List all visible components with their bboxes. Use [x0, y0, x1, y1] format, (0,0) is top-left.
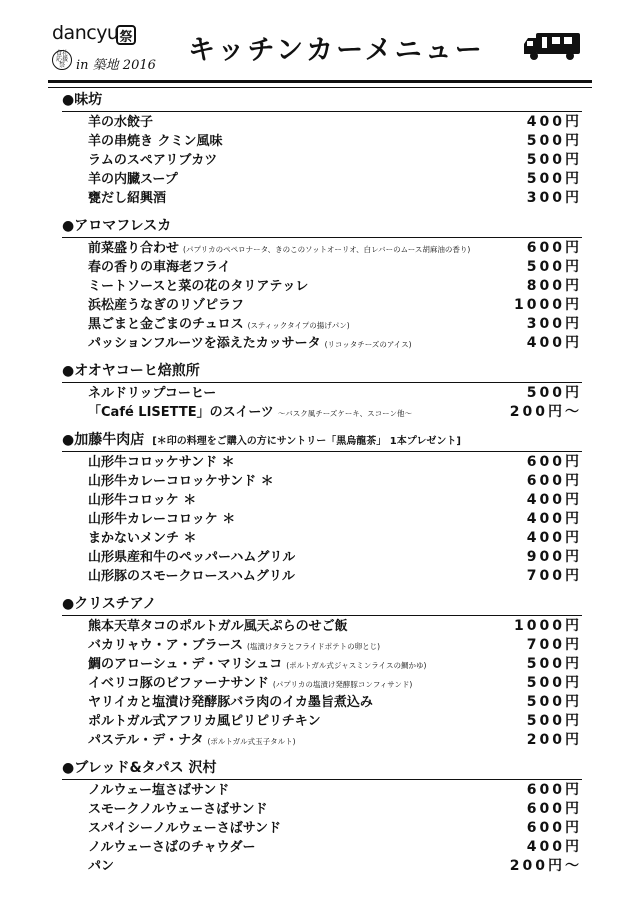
- menu-item: [62, 781, 582, 800]
- item-name-wrap: [88, 674, 412, 694]
- item-name: ノルウェーさばのチャウダー: [88, 840, 256, 855]
- menu-section: [62, 430, 582, 586]
- logo: [52, 22, 164, 72]
- section-title: ●味坊: [62, 92, 103, 108]
- item-name-wrap: [88, 170, 178, 189]
- item-name: 山形県産和牛のペッパーハムグリル: [88, 550, 296, 565]
- item-name-wrap: [88, 655, 426, 675]
- menu-item: [62, 170, 582, 189]
- menu-item: [62, 636, 582, 655]
- item-name-wrap: [88, 384, 216, 403]
- menu-item: [62, 384, 582, 403]
- food-truck-icon: [522, 32, 582, 62]
- item-name-wrap: [88, 636, 380, 656]
- item-name-wrap: [88, 334, 412, 354]
- item-price: 600円: [526, 820, 582, 836]
- truck-window: [552, 37, 560, 44]
- menu-item: [62, 277, 582, 296]
- item-name: スパイシーノルウェーさばサンド: [88, 821, 282, 836]
- item-name: 山形牛カレーコロッケ ＊: [88, 512, 236, 527]
- truck-window: [564, 37, 572, 44]
- item-price: 500円: [526, 675, 582, 691]
- menu-item: [62, 674, 582, 693]
- item-price: 500円: [526, 713, 582, 729]
- item-name-wrap: [88, 617, 348, 636]
- item-price: 300円: [526, 316, 582, 332]
- item-note: (スティックタイプの揚げパン): [247, 320, 350, 330]
- menu-item: [62, 258, 582, 277]
- menu-item: [62, 800, 582, 819]
- logo-subtitle: in 築地 2016: [76, 58, 156, 73]
- logo-mark: 祭: [116, 25, 136, 45]
- truck-window: [542, 37, 547, 48]
- item-price: 600円: [526, 473, 582, 489]
- menu-item: [62, 655, 582, 674]
- item-price: 300円: [526, 190, 582, 206]
- menu-section: [62, 361, 582, 422]
- menu-list: [62, 90, 582, 884]
- item-name-wrap: [88, 693, 373, 712]
- item-price: 500円: [526, 259, 582, 275]
- page-title: キッチンカーメニュー: [188, 35, 485, 66]
- item-name: 羊の内臓スープ: [88, 172, 178, 187]
- section-title: ●ブレッド&タパス 沢村: [62, 760, 217, 776]
- item-name: パステル・デ・ナタ: [88, 732, 204, 748]
- item-name: 山形豚のスモークロースハムグリル: [88, 569, 295, 584]
- item-price: 900円: [526, 549, 582, 565]
- section-title: ●加藤牛肉店: [62, 432, 145, 448]
- menu-item: [62, 529, 582, 548]
- item-name-wrap: [88, 151, 217, 170]
- item-price: 400円: [526, 530, 582, 546]
- item-name: 黒ごまと金ごまのチュロス: [88, 316, 244, 332]
- menu-item: [62, 403, 582, 422]
- item-name-wrap: [88, 258, 231, 277]
- item-name-wrap: [88, 712, 321, 731]
- item-name: ヤリイカと塩漬け発酵豚バラ肉のイカ墨旨煮込み: [88, 695, 373, 710]
- menu-section: [62, 758, 582, 876]
- item-price: 1000円: [514, 618, 582, 634]
- menu-item: [62, 838, 582, 857]
- menu-section: [62, 594, 582, 750]
- section-header: [62, 90, 582, 112]
- item-price: 600円: [526, 240, 582, 256]
- item-price: 800円: [526, 278, 582, 294]
- item-name: 羊の水餃子: [88, 115, 154, 130]
- section-header: [62, 216, 582, 238]
- truck-cab-window: [527, 41, 533, 46]
- item-name-wrap: [88, 548, 295, 567]
- item-name-wrap: [88, 567, 295, 586]
- item-name-wrap: [88, 529, 197, 548]
- menu-item: [62, 731, 582, 750]
- menu-item: [62, 334, 582, 353]
- item-price: 500円: [526, 694, 582, 710]
- item-name: ノルウェー塩さばサンド: [88, 783, 230, 798]
- item-name: ミートソースと菜の花のタリアテッレ: [88, 279, 309, 294]
- item-name: パン: [88, 859, 115, 874]
- item-name: 山形牛カレーコロッケサンド ＊: [88, 474, 274, 489]
- menu-item: [62, 510, 582, 529]
- item-name-wrap: [88, 800, 268, 819]
- menu-item: [62, 819, 582, 838]
- item-name: スモークノルウェーさばサンド: [88, 802, 268, 817]
- section-header: [62, 594, 582, 616]
- truck-wheel: [530, 52, 538, 60]
- item-price: 200円～: [509, 858, 582, 874]
- truck-wheel: [566, 52, 574, 60]
- item-name-wrap: [88, 277, 308, 296]
- item-name-wrap: [88, 510, 235, 529]
- menu-item: [62, 693, 582, 712]
- menu-item: [62, 239, 582, 258]
- menu-item: [62, 315, 582, 334]
- item-name-wrap: [88, 453, 235, 472]
- item-name-wrap: [88, 781, 229, 800]
- item-name-wrap: [88, 296, 244, 315]
- item-name: 前菜盛り合わせ: [88, 240, 180, 256]
- item-price: 400円: [526, 839, 582, 855]
- item-price: 400円: [526, 492, 582, 508]
- menu-section: [62, 90, 582, 208]
- item-name: バカリャウ・ア・ブラース: [88, 637, 243, 653]
- section-header: [62, 361, 582, 383]
- item-name: イベリコ豚のビファーナサンド: [88, 675, 269, 691]
- menu-section: [62, 216, 582, 353]
- menu-item: [62, 617, 582, 636]
- menu-item: [62, 548, 582, 567]
- menu-item: [62, 296, 582, 315]
- item-price: 500円: [526, 385, 582, 401]
- item-price: 500円: [526, 133, 582, 149]
- item-name: 春の香りの車海老フライ: [88, 260, 231, 275]
- menu-item: [62, 712, 582, 731]
- item-name: ラムのスペアリブカツ: [88, 153, 218, 168]
- item-name: 熊本天草タコのポルトガル風天ぷらのせご飯: [88, 619, 348, 634]
- item-name: パッションフルーツを添えたカッサータ: [88, 335, 321, 351]
- item-note: (パプリカの塩漬け発酵豚コンフィサンド): [272, 679, 413, 689]
- logo-text: dancyu: [52, 22, 119, 44]
- item-name-wrap: [88, 491, 196, 510]
- item-note: (パプリカのペペロナータ、きのこのソットオーリオ、白レバーのムース胡麻油の香り): [183, 244, 471, 254]
- menu-item: [62, 472, 582, 491]
- item-note: (塩漬けタラとフライドポテトの卵とじ): [246, 641, 381, 651]
- item-price: 600円: [526, 454, 582, 470]
- item-name: 「Café LISETTE」のスイーツ: [88, 404, 274, 420]
- item-price: 700円: [526, 568, 582, 584]
- header-rule-thin: [48, 87, 592, 88]
- menu-item: [62, 189, 582, 208]
- item-name: まかないメンチ ＊: [88, 531, 197, 546]
- menu-item: [62, 132, 582, 151]
- item-price: 400円: [526, 335, 582, 351]
- item-price: 700円: [526, 637, 582, 653]
- item-note: (ポルトガル式ジャスミンライスの鯛かゆ): [286, 660, 427, 670]
- item-name-wrap: [88, 403, 412, 423]
- item-name: ネルドリップコーヒー: [88, 386, 217, 401]
- section-title: ●クリスチアノ: [62, 596, 157, 612]
- menu-item: [62, 151, 582, 170]
- item-price: 500円: [526, 152, 582, 168]
- item-price: 500円: [526, 171, 582, 187]
- item-name: 山形牛コロッケサンド ＊: [88, 455, 235, 470]
- item-price: 400円: [526, 511, 582, 527]
- item-price: 1000円: [514, 297, 582, 313]
- section-note: [＊印の料理をご購入の方にサントリー「黒烏龍茶」 1本プレゼント]: [152, 436, 461, 447]
- item-name-wrap: [88, 113, 153, 132]
- item-name-wrap: [88, 838, 255, 857]
- item-name-wrap: [88, 189, 166, 208]
- item-price: 400円: [526, 114, 582, 130]
- section-title: ●アロマフレスカ: [62, 218, 172, 234]
- item-name: 山形牛コロッケ ＊: [88, 493, 197, 508]
- item-price: 600円: [526, 801, 582, 817]
- logo-seal: 食社応援祭: [52, 50, 72, 70]
- item-price: 500円: [526, 656, 582, 672]
- item-price: 600円: [526, 782, 582, 798]
- item-price: 200円～: [509, 404, 582, 420]
- item-name-wrap: [88, 472, 274, 491]
- item-name-wrap: [88, 819, 281, 838]
- item-name: 羊の串焼き クミン風味: [88, 134, 223, 149]
- section-header: [62, 430, 582, 452]
- item-note: (リコッタチーズのアイス): [324, 339, 412, 349]
- item-name-wrap: [88, 731, 296, 751]
- header-rule: [48, 80, 592, 83]
- item-note: ～バスク風チーズケーキ、スコーン他～: [277, 408, 412, 418]
- item-name: 浜松産うなぎのリゾピラフ: [88, 298, 245, 313]
- section-title: ●オオヤコーヒ焙煎所: [62, 363, 200, 379]
- section-header: [62, 758, 582, 780]
- menu-item: [62, 113, 582, 132]
- item-name-wrap: [88, 315, 350, 335]
- item-name-wrap: [88, 857, 114, 876]
- menu-item: [62, 567, 582, 586]
- item-price: 200円: [526, 732, 582, 748]
- menu-item: [62, 453, 582, 472]
- item-name: ポルトガル式アフリカ風ピリピリチキン: [88, 714, 321, 729]
- item-name-wrap: [88, 132, 223, 151]
- menu-item: [62, 857, 582, 876]
- item-name: 甕だし紹興酒: [88, 191, 167, 206]
- item-name: 鯛のアローシュ・デ・マリシュコ: [88, 656, 283, 672]
- item-name-wrap: [88, 239, 470, 259]
- item-note: (ポルトガル式玉子タルト): [207, 736, 296, 746]
- menu-item: [62, 491, 582, 510]
